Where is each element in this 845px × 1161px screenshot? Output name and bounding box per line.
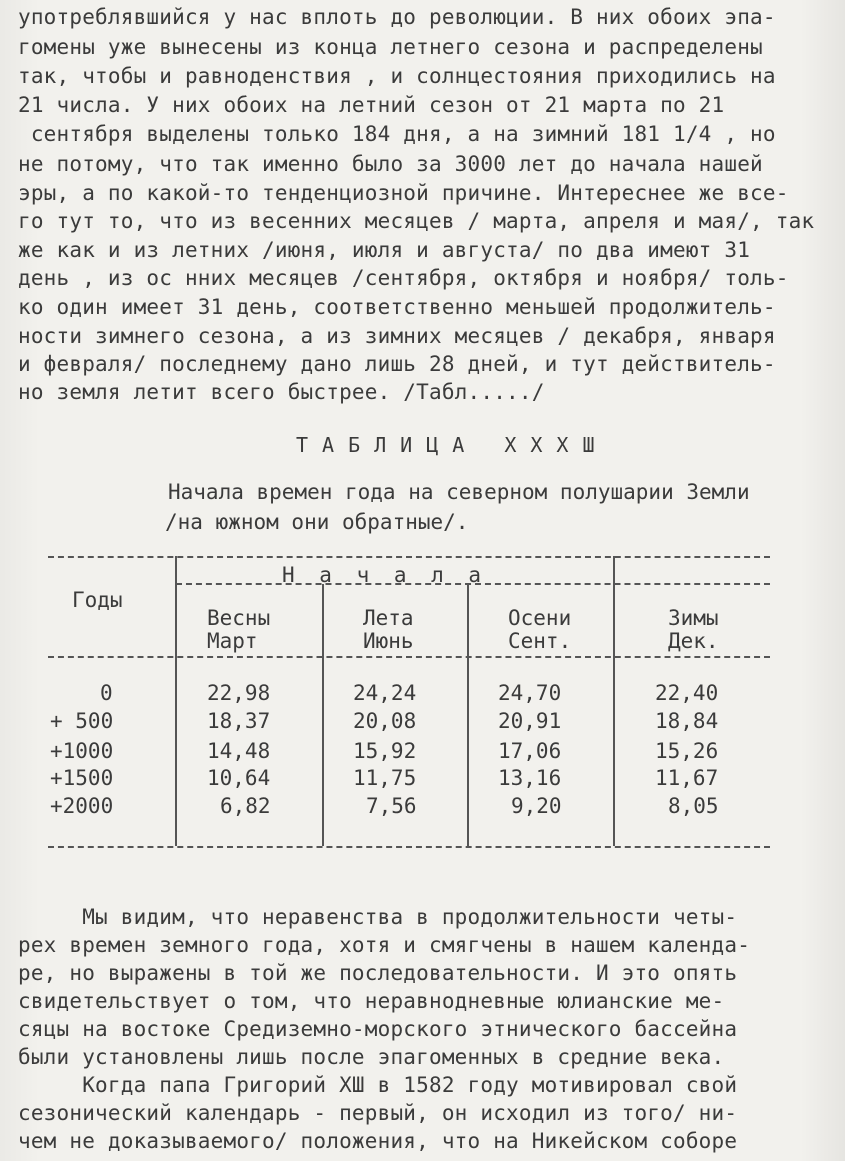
value-cell: 14,48: [207, 739, 271, 763]
value-cell: 15,26: [655, 739, 719, 763]
year-cell: +1500: [50, 766, 114, 790]
value-cell: 6,82: [220, 794, 271, 818]
text-line: не потому, что так именно было за 3000 лет до начала нашей: [18, 152, 763, 176]
text-line: ности зимнего сезона, а из зимних месяцев / декабря, января: [18, 324, 776, 348]
table-title: ТАБЛИЦА ХХХШ: [296, 433, 609, 457]
text-line: рех времен земного года, хотя и смягчены в нашем календа-: [18, 933, 751, 957]
text-line: ре, но выражены в той же последовательности. И это опять: [18, 961, 738, 985]
col-header-autumn-1: Осени: [508, 606, 572, 630]
value-cell: 22,98: [207, 681, 271, 705]
col-header-winter-2: Дек.: [668, 629, 719, 653]
value-cell: 20,08: [353, 709, 417, 733]
table-top-rule: [48, 556, 770, 558]
text-line: го тут то, что из весенних месяцев / марта, апреля и мая/, так: [18, 209, 815, 233]
text-line: Когда папа Григорий ХШ в 1582 году мотивировал свой: [18, 1073, 738, 1097]
text-line: гомены уже вынесены из конца летнего сезона и распределены: [18, 35, 763, 59]
col-header-winter-1: Зимы: [668, 606, 719, 630]
value-cell: 9,20: [511, 794, 562, 818]
value-cell: 13,16: [498, 766, 562, 790]
col-header-summer-1: Лета: [363, 606, 414, 630]
years-column-header: Годы: [72, 588, 123, 612]
value-cell: 17,06: [498, 739, 562, 763]
table-caption-line2: /на южном они обратные/.: [165, 510, 469, 534]
col-header-summer-2: Июнь: [363, 629, 414, 653]
text-line: сяцы на востоке Средиземно-морского этнического бассейна: [18, 1017, 738, 1041]
value-cell: 8,05: [668, 794, 719, 818]
value-cell: 18,84: [655, 709, 719, 733]
text-line: сентября выделены только 184 дня, а на зимний 181 1/4 , но: [18, 122, 776, 146]
year-cell: +1000: [50, 739, 114, 763]
text-line: были установлены лишь после эпагоменных в средние века.: [18, 1045, 725, 1069]
table-bottom-rule: [48, 846, 770, 848]
value-cell: 24,70: [498, 681, 562, 705]
year-cell: + 500: [50, 709, 114, 733]
table-divider: [175, 556, 177, 846]
col-header-spring-1: Весны: [207, 606, 271, 630]
col-header-spring-2: Март: [207, 629, 258, 653]
text-line: Мы видим, что неравенства в продолжительности четы-: [18, 905, 738, 929]
table-divider: [322, 584, 324, 846]
value-cell: 7,56: [366, 794, 417, 818]
year-cell: +2000: [50, 794, 114, 818]
text-line: же как и из летних /июня, июля и августа/ по два имеют 31: [18, 238, 751, 262]
table-divider: [613, 556, 615, 846]
text-line: употреблявшийся у нас вплоть до революции. В них обоих эпа-: [18, 5, 776, 29]
text-line: 21 числа. У них обоих на летний сезон от 21 марта по 21: [18, 93, 725, 117]
group-header: Н а ч а л а: [282, 563, 488, 587]
value-cell: 15,92: [353, 739, 417, 763]
value-cell: 24,24: [353, 681, 417, 705]
text-line: сезонический календарь - первый, он исходил из того/ ни-: [18, 1101, 738, 1125]
value-cell: 11,67: [655, 766, 719, 790]
value-cell: 10,64: [207, 766, 271, 790]
value-cell: 18,37: [207, 709, 271, 733]
text-line: так, чтобы и равноденствия , и солнцестояния приходились на: [18, 64, 776, 88]
text-line: и февраля/ последнему дано лишь 28 дней, и тут действитель-: [18, 352, 776, 376]
col-header-autumn-2: Сент.: [508, 629, 572, 653]
text-line: день , из ос нних месяцев /сентября, октября и ноября/ толь-: [18, 266, 789, 290]
text-line: чем не доказываемого/ положения, что на Никейском соборе: [18, 1129, 738, 1153]
value-cell: 11,75: [353, 766, 417, 790]
text-line: но земля летит всего быстрее. /Табл...../: [18, 380, 545, 404]
year-cell: 0: [100, 681, 113, 705]
text-line: ко один имеет 31 день, соответственно меньшей продолжитель-: [18, 295, 776, 319]
value-cell: 22,40: [655, 681, 719, 705]
text-line: эры, а по какой-то тенденциозной причине. Интереснее же все-: [18, 181, 789, 205]
table-header-rule: [48, 656, 770, 658]
text-line: свидетельствует о том, что неравнодневные юлианские ме-: [18, 989, 725, 1013]
table-caption-line1: Начала времен года на северном полушарии Земли: [168, 480, 750, 504]
table-divider: [467, 584, 469, 846]
value-cell: 20,91: [498, 709, 562, 733]
